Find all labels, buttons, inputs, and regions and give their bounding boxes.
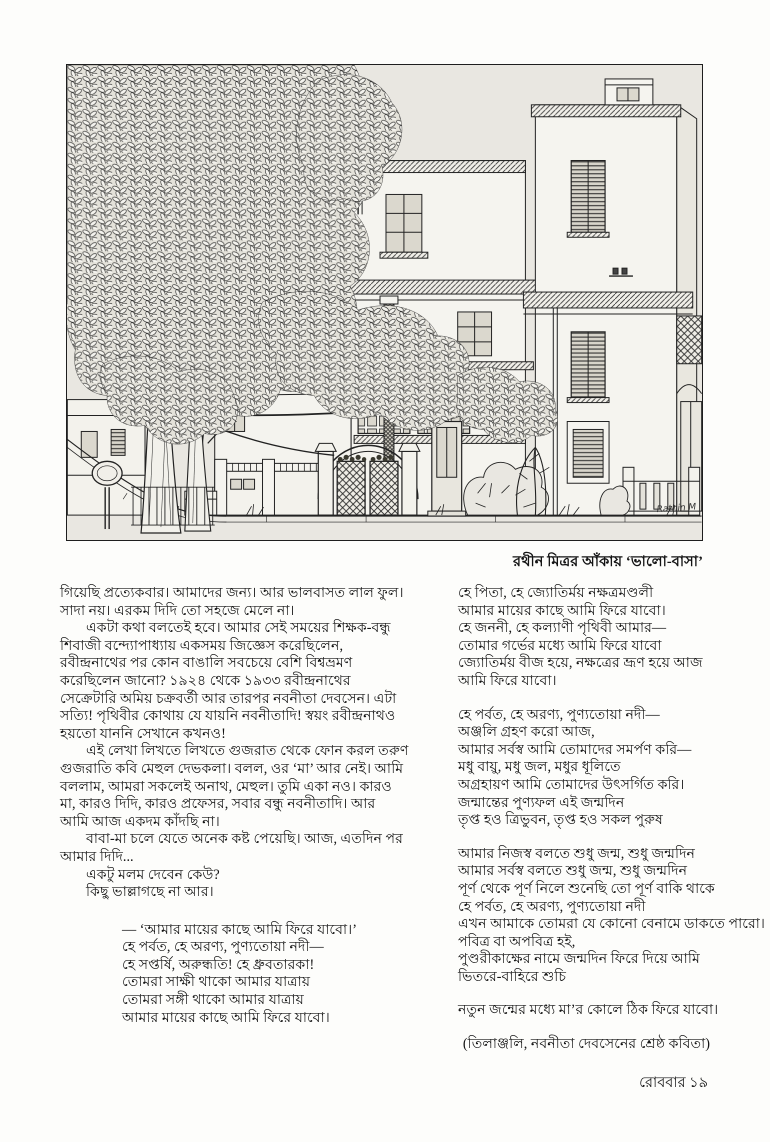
poem-line: অঞ্জলি গ্রহণ করো আজ, [458,724,595,741]
cornice-slab [338,280,537,294]
poem-line: হে সপ্তর্ষি, অরুন্ধতি! হে ধ্রুবতারকা! [122,956,315,973]
prose-line: সত্যি! পৃথিবীর কোথায় যে যায়নি নবনীতাদি! স্বয়ং রবীন্দ্রনাথও [60,708,396,725]
poem-line: নতুন জন্মের মধ্যে মা’র কোলে ঠিক ফিরে যাবো। [458,1002,719,1019]
prose-line: একটা কথা বলতেই হবে। আমার সেই সময়ের শিক্ষক-বন্ধু [86,620,391,637]
poem-line: তোমরা সাক্ষী থাকো আমার যাত্রায় [122,974,311,991]
poem-line: পুণ্ডরীকাক্ষের নামে জন্মদিন ফিরে দিয়ে আমি [458,951,700,968]
prose-line: রবীন্দ্রনাথের পর কোন বাঙালি সবচেয়ে বেশি বিশ্বভ্রমণ [60,655,353,672]
poem-attribution: (তিলাঞ্জলি, নবনীতা দেবসেনের শ্রেষ্ঠ কবিতা) [462,1036,710,1053]
prose-line: আমার দিদি... [60,848,134,865]
poem-line: তৃপ্ত হও ত্রিভুবন, তৃপ্ত হও সকল পুরুষ [458,812,663,829]
poem-line: — ‘আমার মায়ের কাছে আমি ফিরে যাবো।’ [122,921,357,938]
poem-line: তোমার গর্ভের মধ্যে আমি ফিরে যাবো [458,637,662,654]
left-poem-block [60,922,398,1028]
house-illustration-svg [67,65,702,540]
prose-line: বললাম, আমরা সকলেই অনাথ, মেহুল। তুমি একা নও। কারও [60,778,392,795]
poem-line: হে পিতা, হে জ্যোতির্ময় নক্ষত্রমণ্ডলী [458,585,654,601]
poem-line: আমি ফিরে যাবো। [458,672,557,689]
shuttered-window-low [573,429,603,477]
poem-line: আমার সর্বস্ব বলতে শুধু জন্ম, শুধু জন্মদিন [458,863,688,880]
prose-line: শিবাজী বন্দ্যোপাধ্যায় একসময় জিজ্ঞেস করেছিলেন, [60,637,343,654]
poem-line: আমার নিজস্ব বলতে শুধু জন্ম, শুধু জন্মদিন [458,845,696,862]
poem-line: হে পর্বত, হে অরণ্য, পুণ্যতোয়া নদী— [458,706,660,723]
poem-stanza-1 [458,585,710,691]
right-text-column [458,585,765,1054]
tower-cornice [523,292,692,308]
house-illustration [66,64,703,541]
poem-line: আমার সর্বস্ব আমি তোমাদের সমর্পণ করি— [458,741,692,758]
poem-line: জন্মান্তের পুণ্যফল এই জন্মদিন [458,794,625,811]
prose-line: গুজরাতি কবি মেহুল দেভকলা। বলল, ওর ‘মা’ আর নেই। আমি [60,760,404,777]
side-lattice [677,316,702,364]
poem-line: আমার মায়ের কাছে আমি ফিরে যাবো। [122,1009,330,1026]
prose-line: মা, কারও দিদি, কারও প্রফেসর, সবার বন্ধু নবনীতাদি। আর [60,796,376,813]
poem-line: তোমরা সঙ্গী থাকো আমার যাত্রায় [122,992,304,1009]
lattice-gate-right [370,461,398,515]
left-text-column [60,585,409,1027]
prose-line: করেছিলেন জানো? ১৯২৪ থেকে ১৯৩৩ রবীন্দ্রনাথের [60,672,351,689]
poem-line: পূর্ণ থেকে পূর্ণ নিলে শুনেছি তো পূর্ণ বাকি থাকে [458,880,715,897]
prose-line: এই লেখা লিখতে লিখতে গুজরাত থেকে ফোন করল তরুণ [86,743,409,760]
artist-signature: Rathin M [656,502,697,516]
prose-line: সেক্রেটারি অমিয় চক্রবর্তী আর তারপর নবনীতা দেবসেন। এটা [60,690,397,707]
poem-line: জ্যোতির্ময় বীজ হয়ে, নক্ষত্রের ভ্রূণ হয়ে আজ [458,655,703,672]
poem-stanza-3 [458,845,765,987]
prose-line: সাদা নয়। এরকম দিদি তো সহজে মেলে না। [60,602,295,619]
poem-stanza-2 [458,707,710,830]
prose-line: আমি আজ একদম কাঁদছি না। [60,813,220,830]
prose-line: গিয়েছি প্রত্যেকবার। আমাদের জন্য। আর ভালবাসত লাল ফুল। [60,585,404,601]
illustration-caption: রথীন মিত্রর আঁকায় ‘ভালো-বাসা’ [513,554,703,570]
prose-block [60,585,409,902]
prose-line: একটু মলম দেবেন কেউ? [86,866,220,883]
prose-line: কিছু ভাল্লাগছে না আর। [86,884,214,901]
poem-line: এখন আমাকে তোমরা যে কোনো বেনামে ডাকতে পারো। [458,916,765,933]
lattice-gate-left [337,461,365,515]
poem-line: মধু বায়ু, মধু জল, মধুর ধূলিতে [458,759,621,776]
poem-line: হে পর্বত, হে অরণ্য, পুণ্যতোয়া নদী [458,898,646,915]
prose-line: বাবা-মা চলে যেতে অনেক কষ্ট পেয়েছি। আজ, এতদিন পর [86,831,403,848]
poem-line: অগ্রহায়ণ আমি তোমাদের উৎসর্গিত করি। [458,776,685,793]
poem-line: পবিত্র বা অপবিত্র হই, [458,933,576,950]
poem-line: হে পর্বত, হে অরণ্য, পুণ্যতোয়া নদী— [122,939,324,956]
poem-line: ভিতরে-বাহিরে শুচি [458,968,567,985]
prose-line: হয়তো যাননি সেখানে কখনও! [60,725,226,742]
right-tower [523,79,696,515]
poem-closing-line [458,1002,719,1020]
poem-line: হে জননী, হে কল্যাণী পৃথিবী আমার— [458,620,667,637]
page-footer: রোববার ১৯ [639,1075,708,1091]
poem-line: আমার মায়ের কাছে আমি ফিরে যাবো। [458,602,666,619]
